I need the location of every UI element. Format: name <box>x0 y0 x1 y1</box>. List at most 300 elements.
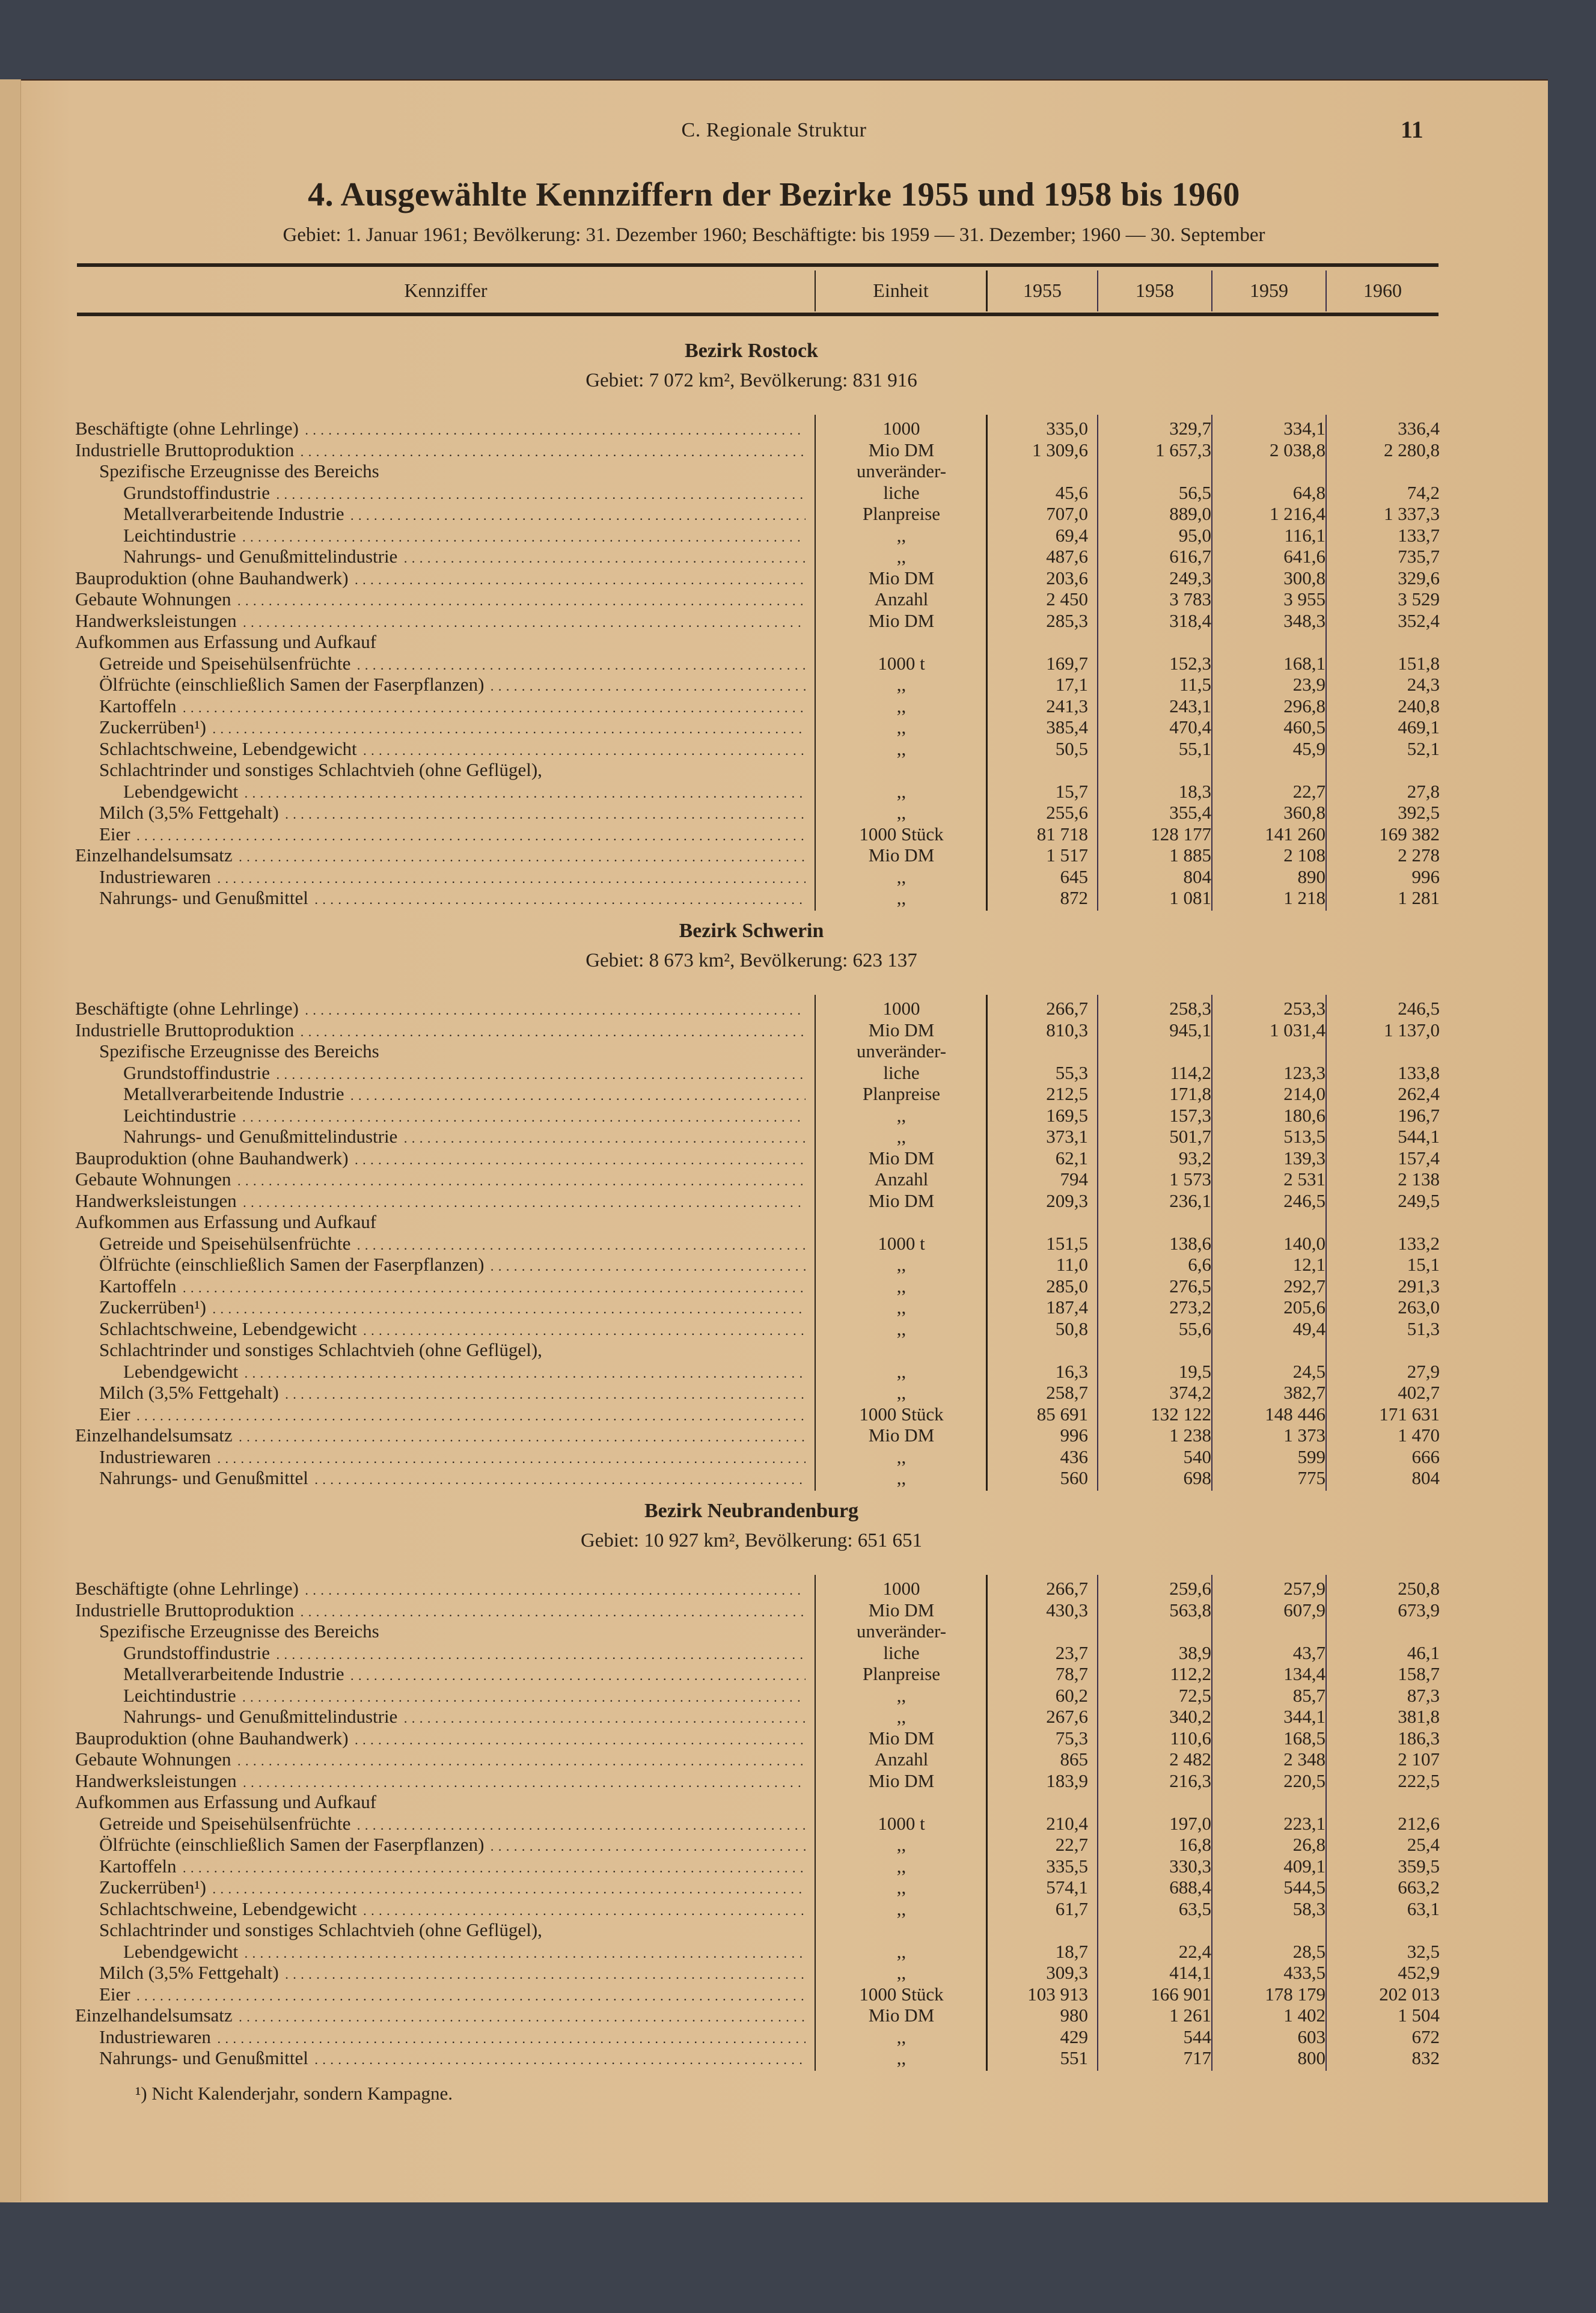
value-1955: 285,0 <box>1046 1275 1088 1297</box>
row-label-text: Nahrungs- und Genußmittel <box>99 1467 308 1488</box>
table-row <box>75 1105 1440 1126</box>
row-label <box>75 781 806 802</box>
row-label-text: Getreide und Speisehülsenfrüchte <box>99 652 351 674</box>
row-label <box>75 525 806 546</box>
value-1960: 196,7 <box>1398 1104 1440 1126</box>
row-label <box>75 717 806 738</box>
value-1955: 15,7 <box>1055 780 1088 802</box>
column-header-1958: 1958 <box>1136 279 1174 301</box>
value-1959: 257,9 <box>1283 1578 1325 1599</box>
table-row <box>75 802 1440 823</box>
table-row <box>75 503 1440 524</box>
value-1955: 203,6 <box>1046 567 1088 588</box>
value-1958: 501,7 <box>1169 1126 1211 1147</box>
row-unit: ,, <box>896 1360 907 1382</box>
row-label-text: Milch (3,5% Fettgehalt) <box>99 802 279 823</box>
value-1958: 216,3 <box>1169 1770 1211 1791</box>
value-1959: 28,5 <box>1292 1940 1325 1962</box>
column-header-1955: 1955 <box>1023 279 1062 301</box>
table-row <box>75 887 1440 908</box>
value-1958: 318,4 <box>1169 610 1211 631</box>
row-label <box>75 738 806 759</box>
value-1955: 85 691 <box>1036 1403 1088 1425</box>
row-label-text: Eier <box>99 1403 130 1425</box>
row-unit: Mio DM <box>868 439 935 460</box>
value-1958: 55,1 <box>1178 738 1211 759</box>
row-label <box>75 866 806 887</box>
value-1958: 1 573 <box>1169 1169 1211 1190</box>
row-label <box>75 1856 806 1877</box>
value-1960: 133,2 <box>1398 1232 1440 1254</box>
value-1959: 296,8 <box>1283 695 1325 717</box>
table-row <box>75 717 1440 738</box>
value-1960: 158,7 <box>1398 1663 1440 1684</box>
value-1960: 157,4 <box>1398 1147 1440 1169</box>
value-1958: 1 261 <box>1169 2005 1211 2026</box>
value-1960: 212,6 <box>1398 1812 1440 1834</box>
value-1959: 599 <box>1297 1446 1325 1467</box>
value-1955: 55,3 <box>1055 1062 1088 1083</box>
row-label <box>75 1297 806 1318</box>
row-unit: ,, <box>896 546 907 567</box>
value-1960: 240,8 <box>1398 695 1440 717</box>
value-1960: 1 337,3 <box>1384 503 1440 524</box>
value-1960: 133,8 <box>1398 1062 1440 1083</box>
value-1959: 409,1 <box>1283 1855 1325 1877</box>
row-label <box>75 1190 806 1211</box>
value-1958: 166 901 <box>1151 1983 1211 2005</box>
value-1960: 381,8 <box>1398 1706 1440 1727</box>
value-1960: 222,5 <box>1398 1770 1440 1791</box>
value-1959: 1 216,4 <box>1270 503 1325 524</box>
value-1959: 64,8 <box>1292 481 1325 503</box>
table-row <box>75 1706 1440 1727</box>
table-row <box>75 1126 1440 1147</box>
value-1955: 45,6 <box>1055 481 1088 503</box>
value-1958: 470,4 <box>1169 717 1211 738</box>
row-unit: ,, <box>896 2047 907 2068</box>
row-label-text: Zuckerrüben¹) <box>99 1297 206 1318</box>
row-label-text: Bauproduktion (ohne Bauhandwerk) <box>75 1727 349 1749</box>
table-row <box>75 1233 1440 1254</box>
row-label-text: Nahrungs- und Genußmittel <box>99 2047 308 2068</box>
row-label-text: Industriewaren <box>99 2026 211 2047</box>
row-unit: ,, <box>896 780 907 802</box>
value-1960: 263,0 <box>1398 1297 1440 1318</box>
value-1960: 2 138 <box>1398 1169 1440 1190</box>
row-unit: 1000 Stück <box>859 1403 944 1425</box>
header-bottom-rule <box>77 313 1439 316</box>
value-1960: 63,1 <box>1407 1898 1440 1919</box>
value-1960: 250,8 <box>1398 1578 1440 1599</box>
value-1955: 60,2 <box>1055 1684 1088 1706</box>
row-label <box>75 1446 806 1467</box>
value-1959: 607,9 <box>1283 1599 1325 1621</box>
row-label <box>75 1984 806 2005</box>
row-label <box>75 845 806 866</box>
value-1955: 50,5 <box>1055 738 1088 759</box>
value-1959: 116,1 <box>1284 524 1325 546</box>
row-label <box>75 1467 806 1488</box>
row-unit: 1000 t <box>878 1812 925 1834</box>
value-1959: 433,5 <box>1283 1962 1325 1983</box>
row-label <box>75 1019 806 1040</box>
value-1955: 810,3 <box>1046 1019 1088 1040</box>
row-unit: 1000 t <box>878 1232 925 1254</box>
table-row <box>75 823 1440 845</box>
value-1958: 330,3 <box>1169 1855 1211 1877</box>
row-unit: Anzahl <box>874 1169 929 1190</box>
section-subtitle: Gebiet: 8 673 km², Bevölkerung: 623 137 <box>586 950 917 971</box>
value-1955: 980 <box>1060 2005 1088 2026</box>
row-unit: ,, <box>896 1877 907 1898</box>
value-1959: 800 <box>1297 2047 1325 2068</box>
column-header-einheit: Einheit <box>873 279 929 301</box>
value-1958: 197,0 <box>1169 1812 1211 1834</box>
table-row <box>75 610 1440 631</box>
row-unit: ,, <box>896 1467 907 1488</box>
table-row <box>75 2005 1440 2026</box>
value-1960: 52,1 <box>1407 738 1440 759</box>
row-label <box>75 418 806 439</box>
row-label <box>75 439 806 460</box>
value-1959: 141 260 <box>1265 823 1325 845</box>
table-row <box>75 1685 1440 1706</box>
row-label-text: Getreide und Speisehülsenfrüchte <box>99 1232 351 1254</box>
row-label <box>75 1318 806 1339</box>
value-1960: 2 278 <box>1398 845 1440 866</box>
row-label-text: Handwerksleistungen <box>75 1190 237 1211</box>
value-1960: 1 281 <box>1398 887 1440 908</box>
row-unit: ,, <box>896 887 907 908</box>
row-label <box>75 631 806 652</box>
row-unit: Mio DM <box>868 845 935 866</box>
value-1960: 27,8 <box>1407 780 1440 802</box>
value-1958: 540 <box>1183 1446 1211 1467</box>
row-label <box>75 1339 806 1360</box>
value-1955: 50,8 <box>1055 1318 1088 1339</box>
row-label-text: Kartoffeln <box>99 695 177 717</box>
value-1955: 209,3 <box>1046 1190 1088 1211</box>
row-label-text: Aufkommen aus Erfassung und Aufkauf <box>75 631 377 652</box>
value-1960: 1 504 <box>1398 2005 1440 2026</box>
value-1959: 168,1 <box>1283 652 1325 674</box>
table-subtitle: Gebiet: 1. Januar 1961; Bevölkerung: 31. Dezember 1960; Beschäftigte: bis 1959 — 31. Dezember; 1960 — 30. September <box>283 224 1265 246</box>
table-row <box>75 631 1440 652</box>
page-gutter <box>0 79 21 2201</box>
table-row <box>75 1600 1440 1621</box>
value-1955: 574,1 <box>1046 1877 1088 1898</box>
row-label <box>75 674 806 695</box>
value-1958: 717 <box>1183 2047 1211 2068</box>
value-1955: 23,7 <box>1055 1642 1088 1663</box>
row-unit: ,, <box>896 1126 907 1147</box>
row-unit: Mio DM <box>868 1599 935 1621</box>
value-1955: 212,5 <box>1046 1083 1088 1104</box>
row-unit: ,, <box>896 1940 907 1962</box>
row-unit: ,, <box>896 1382 907 1403</box>
value-1959: 85,7 <box>1292 1684 1325 1706</box>
value-1959: 180,6 <box>1283 1104 1325 1126</box>
value-1955: 258,7 <box>1046 1382 1088 1403</box>
row-unit: Mio DM <box>868 567 935 588</box>
row-label <box>75 482 806 503</box>
table-row <box>75 1791 1440 1812</box>
table-row <box>75 781 1440 802</box>
row-unit: Planpreise <box>862 503 941 524</box>
value-1959: 246,5 <box>1283 1190 1325 1211</box>
row-label-text: Metallverarbeitende Industrie <box>123 1663 344 1684</box>
row-label <box>75 1147 806 1169</box>
table-row <box>75 1621 1440 1642</box>
value-1955: 255,6 <box>1046 802 1088 823</box>
row-label <box>75 1062 806 1083</box>
table-row <box>75 2047 1440 2068</box>
table-row <box>75 1254 1440 1275</box>
value-1955: 266,7 <box>1046 1578 1088 1599</box>
value-1958: 55,6 <box>1178 1318 1211 1339</box>
value-1955: 62,1 <box>1055 1147 1088 1169</box>
value-1960: 673,9 <box>1398 1599 1440 1621</box>
row-label <box>75 1211 806 1232</box>
value-1959: 1 031,4 <box>1270 1019 1325 1040</box>
value-1955: 22,7 <box>1055 1834 1088 1855</box>
row-unit: Planpreise <box>862 1083 941 1104</box>
row-label-text: Gebaute Wohnungen <box>75 1169 231 1190</box>
row-unit: ,, <box>896 738 907 759</box>
value-1959: 300,8 <box>1283 567 1325 588</box>
value-1959: 58,3 <box>1292 1898 1325 1919</box>
value-1960: 27,9 <box>1407 1360 1440 1382</box>
row-label-text: Aufkommen aus Erfassung und Aufkauf <box>75 1791 377 1812</box>
value-1958: 128 177 <box>1151 823 1211 845</box>
header-top-rule <box>77 263 1439 267</box>
value-1960: 262,4 <box>1398 1083 1440 1104</box>
row-unit: Mio DM <box>868 1770 935 1791</box>
table-row <box>75 460 1440 481</box>
value-1960: 246,5 <box>1398 998 1440 1019</box>
table-row <box>75 1425 1440 1446</box>
row-label-text: Metallverarbeitende Industrie <box>123 503 344 524</box>
table-row <box>75 1467 1440 1488</box>
row-label-text: Industrielle Bruttoproduktion <box>75 439 295 460</box>
value-1960: 87,3 <box>1407 1684 1440 1706</box>
row-label-text: Gebaute Wohnungen <box>75 588 231 610</box>
row-unit: liche <box>883 481 920 503</box>
value-1958: 258,3 <box>1169 998 1211 1019</box>
row-unit: Anzahl <box>874 1749 929 1770</box>
value-1960: 291,3 <box>1398 1275 1440 1297</box>
section-subtitle: Gebiet: 7 072 km², Bevölkerung: 831 916 <box>586 370 917 391</box>
value-1959: 43,7 <box>1292 1642 1325 1663</box>
value-1959: 148 446 <box>1265 1403 1325 1425</box>
value-1959: 1 373 <box>1283 1425 1325 1446</box>
value-1955: 285,3 <box>1046 610 1088 631</box>
row-unit: ,, <box>896 866 907 887</box>
value-1955: 430,3 <box>1046 1599 1088 1621</box>
value-1958: 19,5 <box>1178 1360 1211 1382</box>
value-1960: 202 013 <box>1379 1983 1440 2005</box>
value-1958: 138,6 <box>1169 1232 1211 1254</box>
row-unit: Mio DM <box>868 2005 935 2026</box>
row-unit: Anzahl <box>874 588 929 610</box>
value-1959: 360,8 <box>1283 802 1325 823</box>
row-label <box>75 2005 806 2026</box>
row-label-text: Milch (3,5% Fettgehalt) <box>99 1382 279 1403</box>
row-unit: ,, <box>896 1297 907 1318</box>
value-1960: 32,5 <box>1407 1940 1440 1962</box>
value-1960: 2 280,8 <box>1384 439 1440 460</box>
value-1960: 663,2 <box>1398 1877 1440 1898</box>
row-label <box>75 610 806 631</box>
value-1958: 236,1 <box>1169 1190 1211 1211</box>
row-unit: Mio DM <box>868 610 935 631</box>
row-label-text: Eier <box>99 823 130 845</box>
value-1958: 114,2 <box>1170 1062 1211 1083</box>
row-label-text: Grundstoffindustrie <box>123 1642 270 1663</box>
row-unit: unveränder- <box>856 1040 947 1062</box>
row-label-text: Lebendgewicht <box>123 1940 239 1962</box>
row-unit: ,, <box>896 524 907 546</box>
row-label <box>75 823 806 845</box>
row-label-text: Einzelhandelsumsatz <box>75 845 233 866</box>
row-unit: Mio DM <box>868 1019 935 1040</box>
value-1958: 544 <box>1183 2026 1211 2047</box>
row-label-text: Milch (3,5% Fettgehalt) <box>99 1962 279 1983</box>
value-1960: 74,2 <box>1407 481 1440 503</box>
column-header-kennziffer: Kennziffer <box>404 279 488 301</box>
table-row <box>75 738 1440 759</box>
row-label <box>75 1361 806 1382</box>
row-label <box>75 1083 806 1104</box>
row-unit: Mio DM <box>868 1190 935 1211</box>
value-1959: 890 <box>1297 866 1325 887</box>
value-1960: 359,5 <box>1398 1855 1440 1877</box>
row-label <box>75 1276 806 1297</box>
row-label-text: Industriewaren <box>99 1446 211 1467</box>
value-1958: 340,2 <box>1169 1706 1211 1727</box>
table-row <box>75 1062 1440 1083</box>
row-label <box>75 802 806 823</box>
table-row <box>75 759 1440 780</box>
row-unit: unveränder- <box>856 1621 947 1642</box>
row-label <box>75 1770 806 1791</box>
table-row <box>75 1339 1440 1360</box>
row-label-text: Zuckerrüben¹) <box>99 1877 206 1898</box>
row-unit: liche <box>883 1642 920 1663</box>
table-row <box>75 1984 1440 2005</box>
row-label <box>75 1791 806 1812</box>
column-header-1960: 1960 <box>1363 279 1402 301</box>
table-row <box>75 546 1440 567</box>
row-label <box>75 1706 806 1727</box>
value-1955: 267,6 <box>1046 1706 1088 1727</box>
value-1958: 16,8 <box>1178 1834 1211 1855</box>
row-label-text: Getreide und Speisehülsenfrüchte <box>99 1812 351 1834</box>
row-unit: liche <box>883 1062 920 1083</box>
row-label-text: Spezifische Erzeugnisse des Bereichs <box>99 1040 379 1062</box>
table-row <box>75 1211 1440 1232</box>
value-1959: 460,5 <box>1283 717 1325 738</box>
row-label <box>75 1834 806 1855</box>
section-subtitle: Gebiet: 10 927 km², Bevölkerung: 651 651 <box>580 1530 923 1551</box>
value-1958: 110,6 <box>1170 1727 1211 1749</box>
table-row <box>75 695 1440 717</box>
value-1955: 187,4 <box>1046 1297 1088 1318</box>
value-1958: 1 238 <box>1169 1425 1211 1446</box>
row-label-text: Schlachtschweine, Lebendgewicht <box>99 738 357 759</box>
value-1958: 1 081 <box>1169 887 1211 908</box>
value-1958: 698 <box>1183 1467 1211 1488</box>
value-1955: 11,0 <box>1056 1254 1088 1275</box>
value-1960: 186,3 <box>1398 1727 1440 1749</box>
row-unit: ,, <box>896 1962 907 1983</box>
value-1960: 249,5 <box>1398 1190 1440 1211</box>
value-1959: 544,5 <box>1283 1877 1325 1898</box>
row-label-text: Grundstoffindustrie <box>123 1062 270 1083</box>
value-1958: 157,3 <box>1169 1104 1211 1126</box>
table-row <box>75 482 1440 503</box>
table-row <box>75 653 1440 674</box>
value-1955: 373,1 <box>1046 1126 1088 1147</box>
value-1958: 889,0 <box>1169 503 1211 524</box>
row-label-text: Spezifische Erzeugnisse des Bereichs <box>99 460 379 481</box>
row-label-text: Aufkommen aus Erfassung und Aufkauf <box>75 1211 377 1232</box>
row-label-text: Industrielle Bruttoproduktion <box>75 1599 295 1621</box>
row-label-text: Bauproduktion (ohne Bauhandwerk) <box>75 1147 349 1169</box>
table-row <box>75 1898 1440 1919</box>
value-1958: 38,9 <box>1178 1642 1211 1663</box>
value-1960: 352,4 <box>1398 610 1440 631</box>
row-label <box>75 1877 806 1898</box>
value-1959: 382,7 <box>1283 1382 1325 1403</box>
row-label-text: Schlachtrinder und sonstiges Schlachtvieh (ohne Geflügel), <box>99 1919 542 1940</box>
value-1958: 3 783 <box>1169 588 1211 610</box>
value-1960: 24,3 <box>1407 674 1440 695</box>
row-label-text: Spezifische Erzeugnisse des Bereichs <box>99 1621 379 1642</box>
page-number: 11 <box>1401 116 1423 143</box>
row-unit: ,, <box>896 674 907 695</box>
value-1960: 151,8 <box>1398 652 1440 674</box>
row-label <box>75 1600 806 1621</box>
row-unit: unveränder- <box>856 460 947 481</box>
value-1960: 402,7 <box>1398 1382 1440 1403</box>
value-1959: 139,3 <box>1283 1147 1325 1169</box>
value-1960: 25,4 <box>1407 1834 1440 1855</box>
row-label-text: Ölfrüchte (einschließlich Samen der Faserpflanzen) <box>99 1254 485 1275</box>
value-1958: 6,6 <box>1188 1254 1211 1275</box>
value-1960: 3 529 <box>1398 588 1440 610</box>
row-unit: ,, <box>896 1318 907 1339</box>
value-1958: 56,5 <box>1178 481 1211 503</box>
value-1955: 17,1 <box>1055 674 1088 695</box>
row-label-text: Schlachtrinder und sonstiges Schlachtvieh (ohne Geflügel), <box>99 1339 542 1360</box>
value-1958: 329,7 <box>1169 418 1211 439</box>
row-unit: 1000 Stück <box>859 1983 944 2005</box>
row-label-text: Grundstoffindustrie <box>123 481 270 503</box>
value-1960: 2 107 <box>1398 1749 1440 1770</box>
row-label <box>75 2047 806 2068</box>
value-1959: 23,9 <box>1292 674 1325 695</box>
table-row <box>75 1919 1440 1940</box>
table-row <box>75 1770 1440 1791</box>
row-label <box>75 1919 806 1940</box>
value-1955: 169,5 <box>1046 1104 1088 1126</box>
row-unit: ,, <box>896 1446 907 1467</box>
row-label <box>75 460 806 481</box>
row-unit: 1000 t <box>878 652 925 674</box>
row-unit: ,, <box>896 802 907 823</box>
